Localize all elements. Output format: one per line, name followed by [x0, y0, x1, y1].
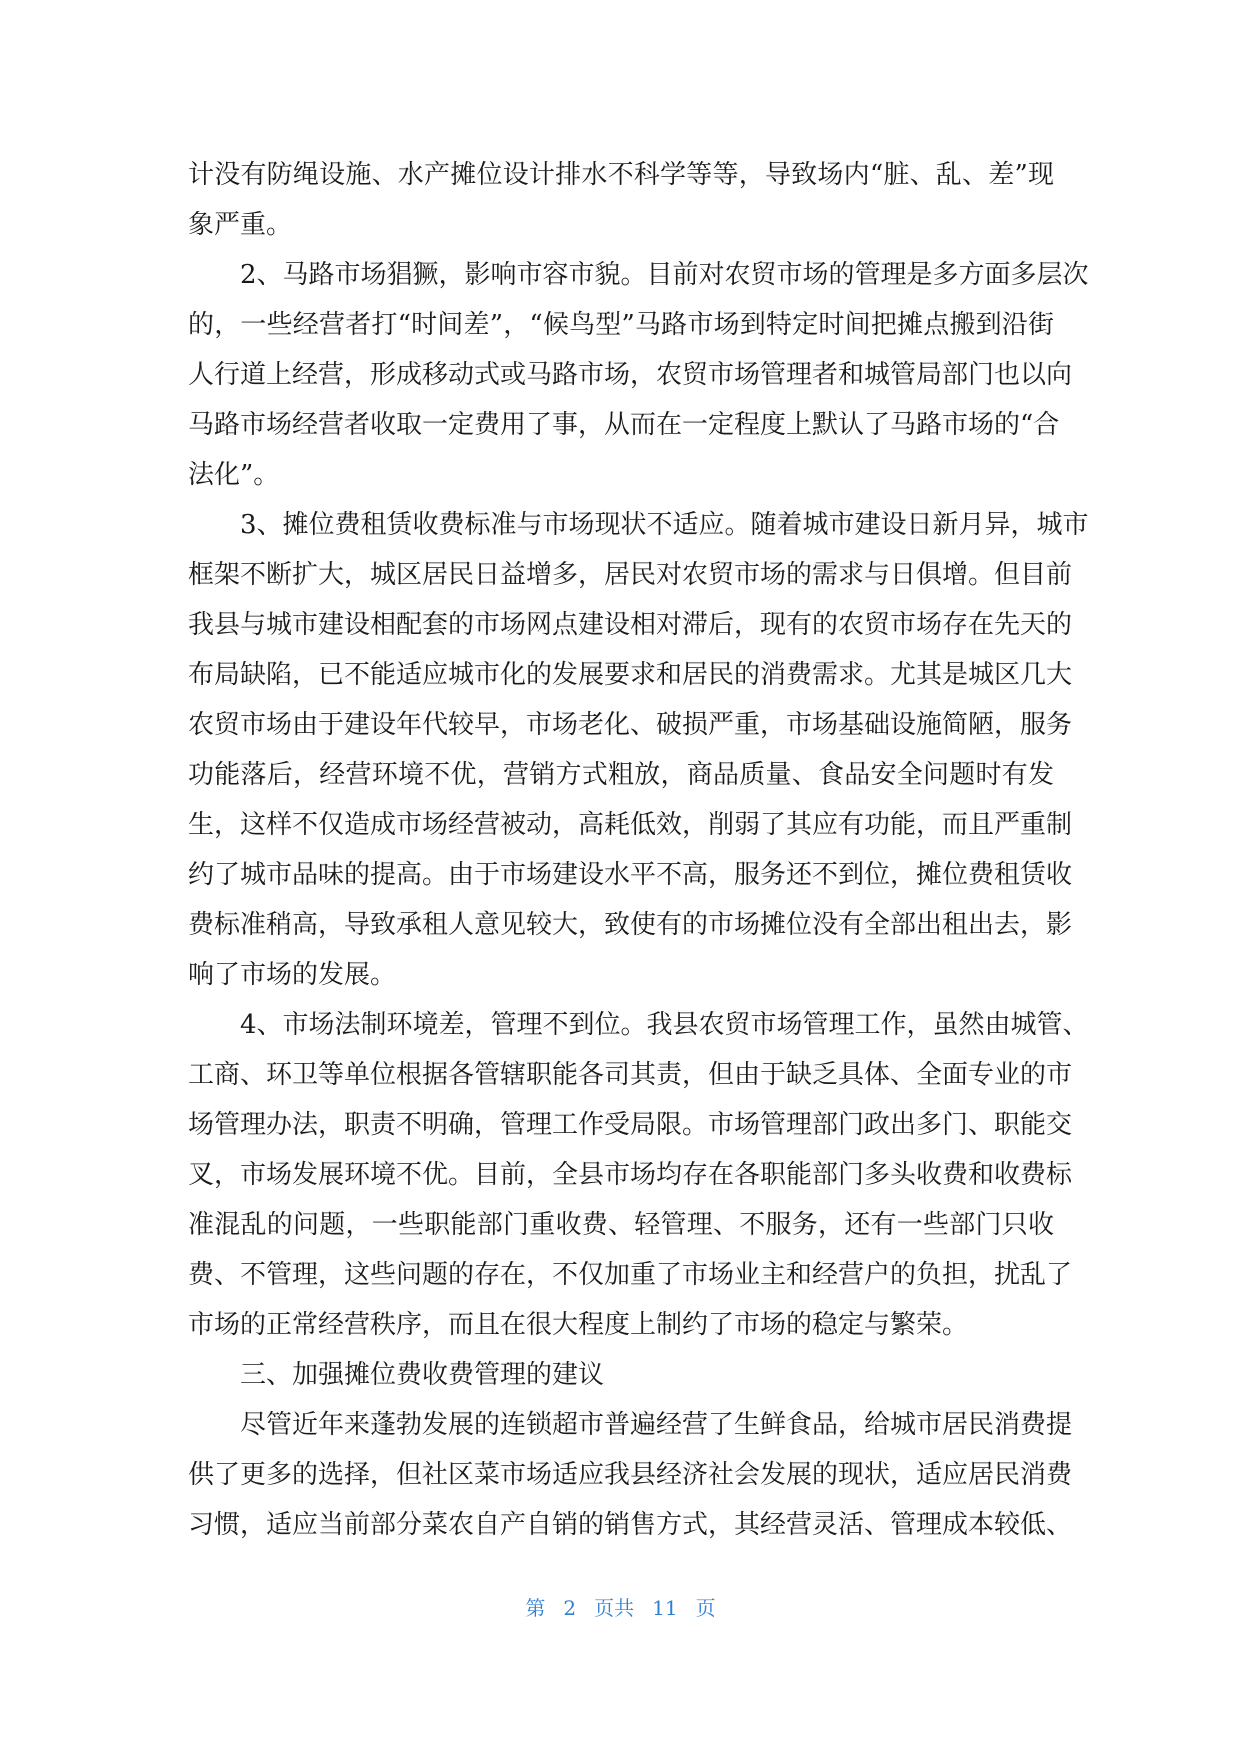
- text-line: 市场的正常经营秩序，而且在很大程度上制约了市场的稳定与繁荣。: [188, 1310, 969, 1340]
- text-line: 2、马路市场猖獗，影响市容市貌。目前对农贸市场的管理是多方面多层次: [188, 260, 1089, 290]
- text-line: 4、市场法制环境差，管理不到位。我县农贸市场管理工作，虽然由城管、: [188, 1010, 1089, 1040]
- text-line: 工商、环卫等单位根据各管辖职能各司其责，但由于缺乏具体、全面专业的市: [188, 1060, 1073, 1090]
- text-line: 框架不断扩大，城区居民日益增多，居民对农贸市场的需求与日俱增。但目前: [188, 560, 1073, 590]
- text-line: 约了城市品味的提高。由于市场建设水平不高，服务还不到位，摊位费租赁收: [188, 860, 1073, 890]
- text-line: 费标准稍高，导致承租人意见较大，致使有的市场摊位没有全部出租出去，影: [188, 910, 1073, 940]
- text-line: 生，这样不仅造成市场经营被动，高耗低效，削弱了其应有功能，而且严重制: [188, 810, 1073, 840]
- text-line: 尽管近年来蓬勃发展的连锁超市普遍经营了生鲜食品，给城市居民消费提: [188, 1410, 1073, 1440]
- footer-total-pages: 11: [652, 1596, 678, 1620]
- footer-middle: 页共: [594, 1596, 635, 1620]
- page-footer: [0, 1592, 1241, 1621]
- text-line: 的，一些经营者打“时间差”，“候鸟型”马路市场到特定时间把摊点搬到沿街: [188, 310, 1054, 340]
- text-line: 场管理办法，职责不明确，管理工作受局限。市场管理部门政出多门、职能交: [188, 1110, 1073, 1140]
- text-line: 法化”。: [188, 460, 280, 490]
- text-line: 农贸市场由于建设年代较早，市场老化、破损严重，市场基础设施简陋，服务: [188, 710, 1073, 740]
- text-line: 供了更多的选择，但社区菜市场适应我县经济社会发展的现状，适应居民消费: [188, 1460, 1073, 1490]
- text-line: 计没有防绳设施、水产摊位设计排水不科学等等，导致场内“脏、乱、差”现: [188, 160, 1054, 190]
- text-line: 响了市场的发展。: [188, 960, 397, 990]
- footer-suffix: 页: [695, 1596, 716, 1620]
- text-line: 马路市场经营者收取一定费用了事，从而在一定程度上默认了马路市场的“合: [188, 410, 1060, 440]
- text-line: 人行道上经营，形成移动式或马路市场，农贸市场管理者和城管局部门也以向: [188, 360, 1073, 390]
- body-text: [188, 150, 1089, 1550]
- text-line: 功能落后，经营环境不优，营销方式粗放，商品质量、食品安全问题时有发: [188, 760, 1054, 790]
- text-line: 我县与城市建设相配套的市场网点建设相对滞后，现有的农贸市场存在先天的: [188, 610, 1073, 640]
- footer-page-number: 2: [563, 1596, 577, 1620]
- text-line: 叉，市场发展环境不优。目前，全县市场均存在各职能部门多头收费和收费标: [188, 1160, 1073, 1190]
- footer-prefix: 第: [525, 1596, 546, 1620]
- text-line: 布局缺陷，已不能适应城市化的发展要求和居民的消费需求。尤其是城区几大: [188, 660, 1073, 690]
- text-line: 象严重。: [188, 210, 293, 240]
- text-line: 准混乱的问题，一些职能部门重收费、轻管理、不服务，还有一些部门只收: [188, 1210, 1054, 1240]
- text-line: 费、不管理，这些问题的存在，不仅加重了市场业主和经营户的负担，扰乱了: [188, 1260, 1073, 1290]
- text-line: 3、摊位费租赁收费标准与市场现状不适应。随着城市建设日新月异，城市: [188, 510, 1089, 540]
- text-line: 习惯，适应当前部分菜农自产自销的销售方式，其经营灵活、管理成本较低、: [188, 1510, 1073, 1540]
- text-line: 三、加强摊位费收费管理的建议: [188, 1360, 605, 1390]
